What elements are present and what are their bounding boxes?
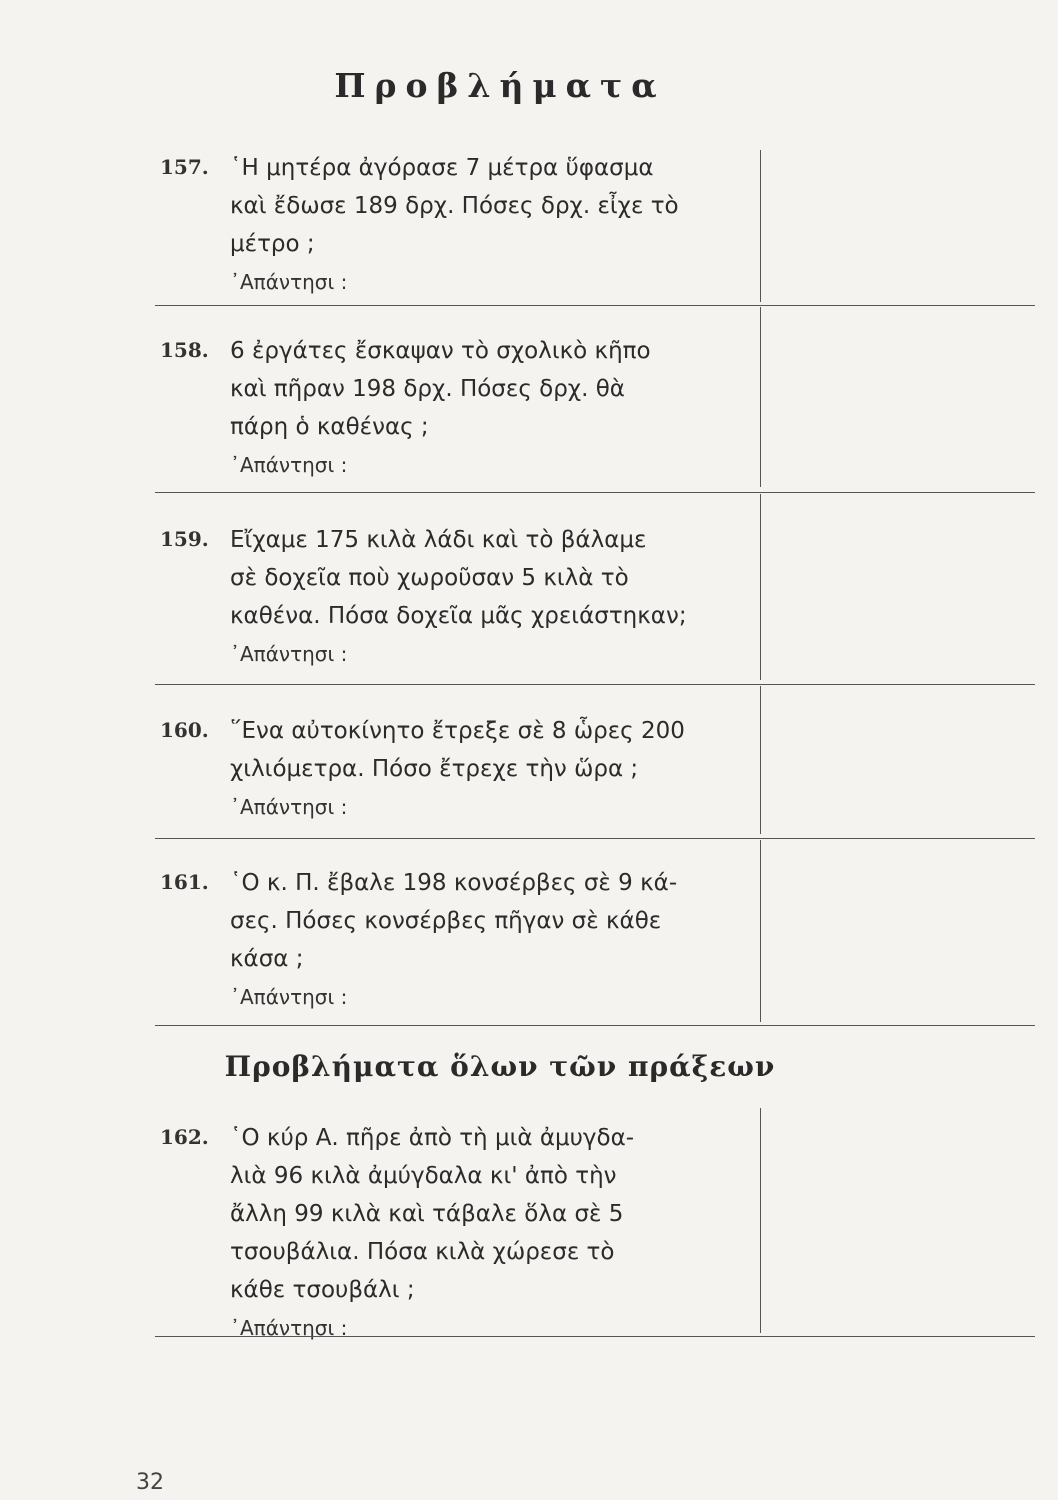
problem-line: ῾Ο κύρ Α. πῆρε ἀπὸ τὴ μιὰ ἀμυγδα-: [230, 1125, 635, 1151]
problem-line: λιὰ 96 κιλὰ ἀμύγδαλα κι' ἀπὸ τὴν: [230, 1163, 617, 1189]
answer-label: ᾿Απάντησι :: [230, 985, 348, 1009]
section-heading: Προβλήματα: [334, 66, 666, 105]
problem-number: 159.: [160, 527, 209, 551]
separator-line: [155, 838, 1035, 839]
answer-column-divider: [760, 494, 761, 680]
problem-text: [230, 712, 750, 826]
problem-line: χιλιόμετρα. Πόσο ἔτρεχε τὴν ὥρα ;: [230, 756, 639, 782]
problem-text: [230, 521, 750, 673]
problem-line: σες. Πόσες κονσέρβες πῆγαν σὲ κάθε: [230, 908, 662, 934]
problem-text: [230, 332, 750, 484]
answer-label: ᾿Απάντησι :: [230, 453, 348, 477]
separator-line: [155, 492, 1035, 493]
answer-label: ᾿Απάντησι :: [230, 642, 348, 666]
answer-label: ᾿Απάντησι :: [230, 1316, 348, 1340]
problem-line: καὶ πῆραν 198 δρχ. Πόσες δρχ. θὰ: [230, 376, 625, 402]
answer-column-divider: [760, 1108, 761, 1333]
problem-line: ῾Ο κ. Π. ἔβαλε 198 κονσέρβες σὲ 9 κά-: [230, 870, 678, 896]
separator-line: [155, 1336, 1035, 1337]
problem-line: καθένα. Πόσα δοχεῖα μᾶς χρειάστηκαν;: [230, 603, 687, 629]
problem-line: τσουβάλια. Πόσα κιλὰ χώρεσε τὸ: [230, 1239, 615, 1265]
answer-label: ᾿Απάντησι :: [230, 795, 348, 819]
section-heading-all-operations: Προβλήματα ὅλων τῶν πράξεων: [224, 1050, 776, 1083]
problem-line: κάσα ;: [230, 946, 304, 972]
problem-number: 160.: [160, 718, 209, 742]
problem-line: ῞Ενα αὐτοκίνητο ἔτρεξε σὲ 8 ὧρες 200: [230, 718, 685, 744]
problem-number: 157.: [160, 155, 209, 179]
answer-column-divider: [760, 840, 761, 1022]
problem-line: κάθε τσουβάλι ;: [230, 1277, 415, 1303]
problem-number: 162.: [160, 1125, 209, 1149]
problem-line: 6 ἐργάτες ἔσκαψαν τὸ σχολικὸ κῆπο: [230, 338, 651, 364]
separator-line: [155, 684, 1035, 685]
problem-line: μέτρο ;: [230, 231, 315, 257]
answer-column-divider: [760, 150, 761, 302]
problem-line: πάρη ὁ καθένας ;: [230, 414, 429, 440]
problem-line: σὲ δοχεῖα ποὺ χωροῦσαν 5 κιλὰ τὸ: [230, 565, 629, 591]
problem-text: [230, 149, 750, 301]
answer-column-divider: [760, 307, 761, 487]
problem-line: καὶ ἔδωσε 189 δρχ. Πόσες δρχ. εἶχε τὸ: [230, 193, 679, 219]
problem-text: [230, 864, 750, 1016]
problem-number: 158.: [160, 338, 209, 362]
problem-text: [230, 1119, 750, 1347]
problem-line: ἄλλη 99 κιλὰ καὶ τάβαλε ὅλα σὲ 5: [230, 1201, 624, 1227]
separator-line: [155, 305, 1035, 306]
problem-line: ῾Η μητέρα ἀγόρασε 7 μέτρα ὕφασμα: [230, 155, 654, 181]
answer-column-divider: [760, 686, 761, 834]
separator-line: [155, 1025, 1035, 1026]
page-number: 32: [136, 1470, 164, 1495]
answer-label: ᾿Απάντησι :: [230, 270, 348, 294]
problem-line: Εἴχαμε 175 κιλὰ λάδι καὶ τὸ βάλαμε: [230, 527, 647, 553]
problem-number: 161.: [160, 870, 209, 894]
